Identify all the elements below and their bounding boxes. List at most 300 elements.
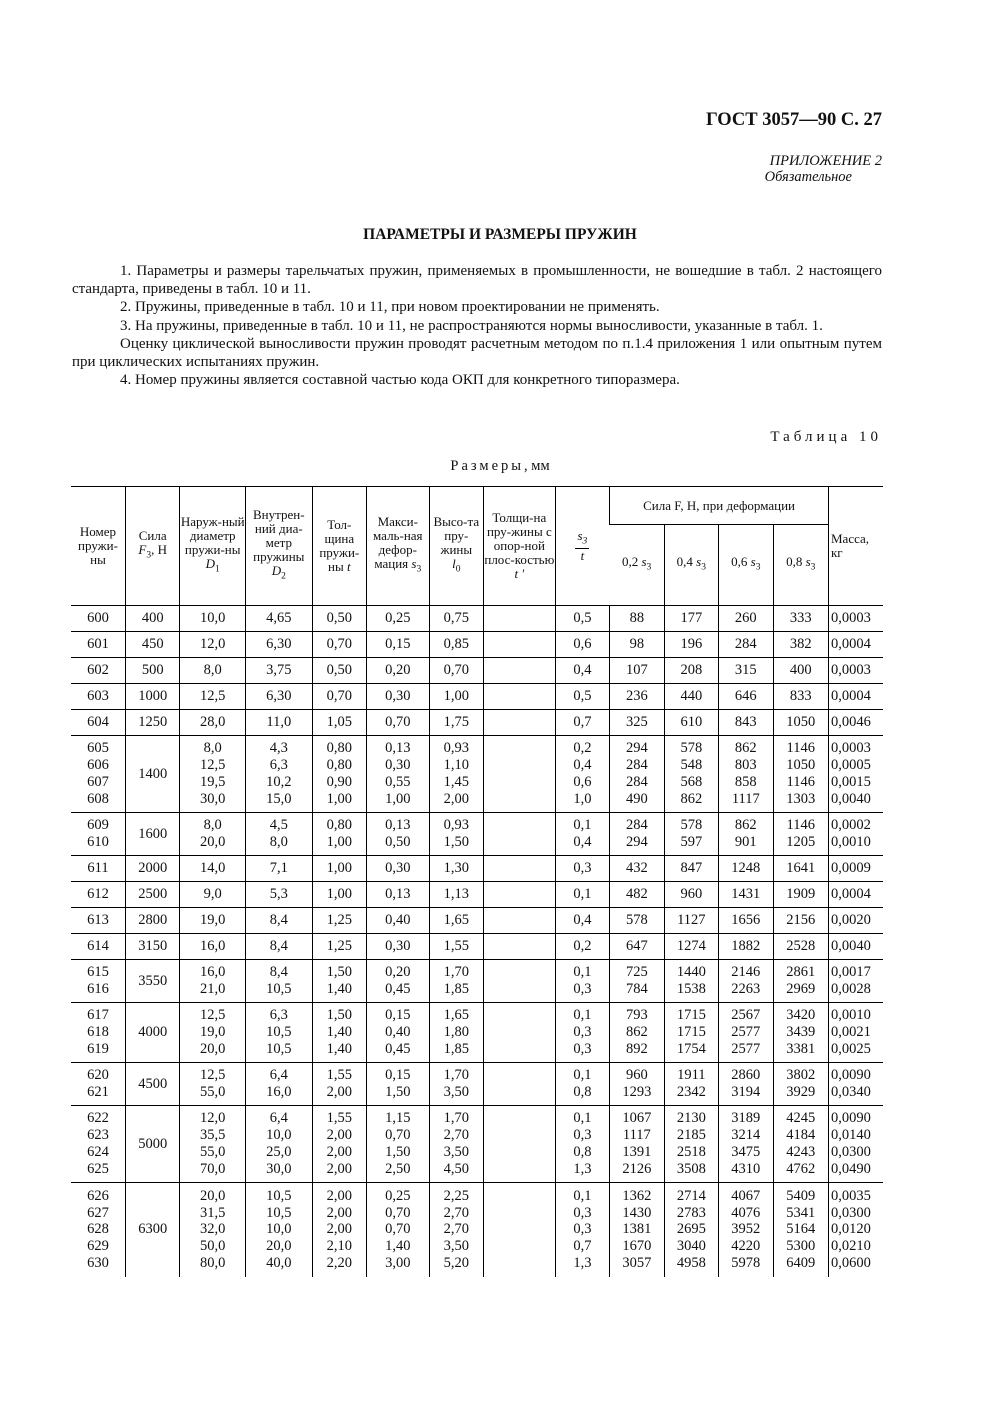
cell-value: 1,13 bbox=[443, 886, 469, 903]
document-header: ГОСТ 3057—90 С. 27 bbox=[706, 110, 882, 130]
cell-f02 bbox=[610, 1063, 664, 1106]
table-row-group bbox=[71, 908, 883, 934]
cell-mass bbox=[828, 632, 883, 658]
cell-force bbox=[125, 606, 179, 632]
cell-value: 1,00 bbox=[326, 834, 352, 850]
cell-value: 603 bbox=[87, 688, 109, 705]
cell-value: 0,55 bbox=[385, 774, 411, 790]
cell-value: 1911 bbox=[677, 1067, 706, 1084]
cell-value bbox=[484, 1161, 555, 1178]
cell-thickness bbox=[312, 1063, 366, 1106]
cell-value: 482 bbox=[625, 886, 648, 903]
cell-value: 1538 bbox=[676, 981, 706, 997]
cell-value: 2,70 bbox=[443, 1127, 469, 1144]
cell-value: 0,3 bbox=[573, 1221, 592, 1238]
cell-value: 16,0 bbox=[200, 964, 226, 981]
cell-value: 10,5 bbox=[266, 1187, 292, 1204]
cell-value: 0,6 bbox=[573, 774, 592, 790]
cell-value: 2577 bbox=[731, 1040, 761, 1057]
cell-value: 10,2 bbox=[266, 774, 292, 790]
cell-f06 bbox=[719, 1003, 773, 1063]
cell-force bbox=[125, 882, 179, 908]
table-row-group bbox=[71, 1106, 883, 1183]
cell-value: 1274 bbox=[676, 938, 706, 955]
cell-ratio bbox=[555, 606, 609, 632]
header-force-group: Сила F, Н, при деформации bbox=[610, 487, 829, 525]
cell-value: 0,8 bbox=[573, 1084, 592, 1100]
cell-ratio bbox=[555, 960, 609, 1003]
cell-outer-diameter bbox=[180, 632, 246, 658]
cell-inner-diameter bbox=[246, 882, 313, 908]
cell-value: 1205 bbox=[786, 834, 816, 850]
cell-number bbox=[71, 908, 125, 934]
header-text: Макси-маль-ная дефор-мация bbox=[373, 514, 423, 572]
cell-thickness bbox=[312, 813, 366, 856]
cell-ratio bbox=[555, 710, 609, 736]
cell-f06 bbox=[719, 1183, 773, 1277]
cell-outer-diameter bbox=[180, 1003, 246, 1063]
cell-value: 0,0490 bbox=[830, 1160, 871, 1177]
cell-value: 28,0 bbox=[200, 714, 226, 731]
header-force bbox=[125, 487, 179, 606]
cell-inner-diameter bbox=[246, 934, 313, 960]
cell-value: 2,10 bbox=[326, 1238, 352, 1255]
cell-thickness bbox=[312, 632, 366, 658]
cell-value: 333 bbox=[789, 610, 812, 627]
cell-value: 622 bbox=[87, 1110, 109, 1127]
cell-number bbox=[71, 856, 125, 882]
cell-f06 bbox=[719, 606, 773, 632]
header-symbol: F bbox=[138, 542, 147, 558]
header-text: Высо-та пру-жины bbox=[433, 514, 480, 558]
cell-value: 3040 bbox=[676, 1238, 706, 1255]
cell-value: 0,0300 bbox=[830, 1204, 871, 1221]
cell-value bbox=[484, 1110, 555, 1127]
cell-value: 0,0090 bbox=[830, 1110, 871, 1127]
cell-value: 604 bbox=[87, 714, 109, 731]
header-text: Толщи-на пру-жины с опор-ной плос-костью bbox=[484, 510, 555, 567]
cell-mass bbox=[828, 934, 883, 960]
cell-f02 bbox=[610, 710, 664, 736]
table-row-group bbox=[71, 736, 883, 813]
cell-value: 0,50 bbox=[385, 834, 411, 850]
cell-value: 1,00 bbox=[326, 886, 352, 903]
cell-inner-diameter bbox=[246, 813, 313, 856]
cell-value: 1,45 bbox=[443, 774, 469, 790]
cell-f06 bbox=[719, 1106, 773, 1183]
cell-mass bbox=[828, 736, 883, 813]
cell-value: 1,75 bbox=[443, 714, 469, 731]
appendix-label bbox=[765, 153, 882, 185]
table-row-group bbox=[71, 882, 883, 908]
cell-value: 1,55 bbox=[443, 938, 469, 955]
cell-force bbox=[125, 632, 179, 658]
cell-value: 31,5 bbox=[200, 1204, 226, 1221]
cell-value: 1656 bbox=[731, 912, 761, 929]
cell-value: 843 bbox=[734, 714, 757, 731]
cell-value: 2185 bbox=[676, 1127, 706, 1144]
cell-value: 2342 bbox=[676, 1084, 706, 1100]
header-subscript: 3 bbox=[755, 562, 761, 573]
cell-height bbox=[429, 736, 483, 813]
cell-f06 bbox=[719, 934, 773, 960]
cell-f02 bbox=[610, 632, 664, 658]
cell-value bbox=[484, 1007, 555, 1024]
cell-value: 1146 bbox=[786, 740, 815, 757]
cell-value: 0,3 bbox=[573, 1204, 592, 1221]
cell-force bbox=[125, 960, 179, 1003]
cell-value: 0,0004 bbox=[830, 636, 871, 653]
cell-thickness bbox=[312, 934, 366, 960]
cell-value: 2860 bbox=[731, 1067, 761, 1084]
cell-value: 608 bbox=[87, 790, 109, 807]
cell-value: 5000 bbox=[138, 1135, 168, 1152]
cell-mass bbox=[828, 1003, 883, 1063]
cell-value: 626 bbox=[87, 1187, 109, 1204]
cell-value: 3214 bbox=[731, 1127, 761, 1144]
cell-value: 2,00 bbox=[326, 1084, 352, 1100]
cell-thickness bbox=[312, 1106, 366, 1183]
cell-value: 12,5 bbox=[200, 1067, 226, 1084]
spring-table bbox=[71, 486, 883, 1277]
cell-value: 0,0003 bbox=[830, 610, 871, 627]
cell-number bbox=[71, 960, 125, 1003]
cell-thickness bbox=[312, 606, 366, 632]
cell-value: 0,15 bbox=[385, 1067, 411, 1084]
cell-value: 0,3 bbox=[573, 981, 592, 997]
cell-value: 2969 bbox=[786, 981, 816, 997]
cell-value: 0,2 bbox=[573, 938, 592, 955]
cell-value: 1,85 bbox=[443, 981, 469, 997]
cell-value: 1430 bbox=[622, 1204, 652, 1221]
cell-value: 960 bbox=[625, 1067, 648, 1084]
cell-f08 bbox=[773, 960, 828, 1003]
cell-value: 0,93 bbox=[443, 740, 469, 757]
cell-value bbox=[484, 740, 555, 757]
appendix-title: ПРИЛОЖЕНИЕ 2 bbox=[769, 153, 882, 169]
cell-outer-diameter bbox=[180, 684, 246, 710]
cell-value: 615 bbox=[87, 964, 109, 981]
cell-inner-diameter bbox=[246, 1063, 313, 1106]
cell-number bbox=[71, 1003, 125, 1063]
cell-f02 bbox=[610, 882, 664, 908]
cell-value: 6,4 bbox=[269, 1067, 288, 1084]
cell-ratio bbox=[555, 632, 609, 658]
cell-value: 611 bbox=[87, 860, 109, 877]
cell-number bbox=[71, 658, 125, 684]
cell-value: 3189 bbox=[731, 1110, 761, 1127]
cell-value: 5164 bbox=[786, 1221, 816, 1238]
cell-value: 50,0 bbox=[200, 1238, 226, 1255]
cell-value: 2518 bbox=[676, 1144, 706, 1160]
header-text: Наруж-ный диаметр пружи-ны bbox=[180, 514, 245, 558]
cell-value: 196 bbox=[680, 636, 703, 653]
cell-value: 16,0 bbox=[266, 1084, 292, 1100]
cell-value: 625 bbox=[87, 1160, 109, 1177]
cell-value bbox=[484, 714, 555, 731]
paragraph: 3. На пружины, приведенные в табл. 10 и 11, не распространяются нормы выносливости, указанные в табл. 1. bbox=[120, 317, 823, 334]
cell-value: 0,45 bbox=[385, 981, 411, 997]
cell-f06 bbox=[719, 658, 773, 684]
cell-value: 3194 bbox=[731, 1084, 761, 1100]
cell-value: 10,0 bbox=[200, 610, 226, 627]
cell-value: 432 bbox=[625, 860, 648, 877]
cell-thickness-flat bbox=[484, 736, 556, 813]
cell-value: 2800 bbox=[138, 912, 168, 929]
cell-thickness bbox=[312, 1183, 366, 1277]
cell-f02 bbox=[610, 684, 664, 710]
cell-force bbox=[125, 1106, 179, 1183]
table-row-group bbox=[71, 684, 883, 710]
cell-value: 1641 bbox=[786, 860, 816, 877]
cell-value: 627 bbox=[87, 1204, 109, 1221]
cell-value: 2000 bbox=[138, 860, 168, 877]
cell-value: 0,0028 bbox=[830, 981, 871, 997]
cell-thickness-flat bbox=[484, 856, 556, 882]
cell-f06 bbox=[719, 908, 773, 934]
cell-value bbox=[484, 886, 555, 903]
cell-value: 236 bbox=[625, 688, 648, 705]
cell-value: 1117 bbox=[731, 790, 760, 807]
cell-value: 0,30 bbox=[385, 860, 411, 877]
cell-force bbox=[125, 1003, 179, 1063]
cell-value: 3929 bbox=[786, 1084, 816, 1100]
cell-value: 12,5 bbox=[200, 757, 226, 774]
cell-value: 0,3 bbox=[573, 860, 592, 877]
cell-value: 1117 bbox=[622, 1127, 651, 1144]
cell-value: 0,25 bbox=[385, 1187, 411, 1204]
cell-value: 606 bbox=[87, 757, 109, 774]
cell-value: 1,50 bbox=[326, 964, 352, 981]
cell-value: 32,0 bbox=[200, 1221, 226, 1238]
ratio-numerator bbox=[575, 529, 589, 550]
cell-value: 1715 bbox=[676, 1007, 706, 1024]
cell-value: 0,0140 bbox=[830, 1127, 871, 1144]
cell-height bbox=[429, 710, 483, 736]
cell-max-deformation bbox=[367, 736, 430, 813]
cell-ratio bbox=[555, 684, 609, 710]
header-subscript: 3 bbox=[646, 562, 652, 573]
cell-value: 2130 bbox=[676, 1110, 706, 1127]
cell-number bbox=[71, 1063, 125, 1106]
cell-value: 1600 bbox=[138, 825, 168, 842]
cell-value: 3475 bbox=[731, 1144, 761, 1160]
header-unit: , Н bbox=[151, 542, 167, 558]
cell-value: 960 bbox=[680, 886, 703, 903]
header-symbol: t ′ bbox=[514, 566, 525, 581]
cell-value bbox=[484, 791, 555, 808]
cell-thickness bbox=[312, 684, 366, 710]
cell-f04 bbox=[664, 658, 718, 684]
cell-thickness-flat bbox=[484, 1183, 556, 1277]
header-thickness-flat bbox=[484, 487, 556, 606]
cell-value: 630 bbox=[87, 1254, 109, 1271]
cell-f04 bbox=[664, 934, 718, 960]
cell-value: 20,0 bbox=[266, 1238, 292, 1255]
cell-value: 2,00 bbox=[326, 1221, 352, 1238]
cell-value: 3439 bbox=[786, 1024, 816, 1041]
paragraph: Оценку циклической выносливости пружин проводят расчетным методом по п.1.4 приложения 1 или опытным путем при циклических испытаниях пружин. bbox=[72, 335, 882, 371]
cell-value: 4,65 bbox=[266, 610, 292, 627]
cell-value: 14,0 bbox=[200, 860, 226, 877]
cell-value: 2577 bbox=[731, 1024, 761, 1041]
cell-value: 19,5 bbox=[200, 774, 226, 790]
cell-force bbox=[125, 934, 179, 960]
cell-value: 25,0 bbox=[266, 1144, 292, 1160]
cell-value: 1,55 bbox=[326, 1110, 352, 1127]
cell-max-deformation bbox=[367, 882, 430, 908]
cell-value: 1362 bbox=[622, 1187, 652, 1204]
header-subscript: 3 bbox=[416, 564, 422, 575]
cell-value: 578 bbox=[680, 740, 703, 757]
cell-value: 629 bbox=[87, 1238, 109, 1255]
cell-mass bbox=[828, 1183, 883, 1277]
cell-value: 2714 bbox=[676, 1187, 706, 1204]
cell-value: 602 bbox=[87, 662, 109, 679]
cell-value: 0,1 bbox=[573, 886, 592, 903]
cell-value: 0,4 bbox=[573, 757, 592, 774]
cell-value bbox=[484, 1144, 555, 1161]
cell-max-deformation bbox=[367, 606, 430, 632]
cell-value: 325 bbox=[625, 714, 648, 731]
cell-height bbox=[429, 882, 483, 908]
cell-value: 6,30 bbox=[266, 688, 292, 705]
cell-force bbox=[125, 908, 179, 934]
cell-force bbox=[125, 856, 179, 882]
cell-value bbox=[484, 662, 555, 679]
cell-height bbox=[429, 1106, 483, 1183]
cell-f08 bbox=[773, 684, 828, 710]
cell-inner-diameter bbox=[246, 658, 313, 684]
header-symbol: D bbox=[271, 563, 282, 579]
cell-value: 616 bbox=[87, 981, 109, 997]
cell-value: 0,25 bbox=[385, 610, 411, 627]
cell-number bbox=[71, 1183, 125, 1277]
cell-value: 1,00 bbox=[385, 790, 411, 807]
cell-value: 1,00 bbox=[443, 688, 469, 705]
cell-value: 2263 bbox=[731, 981, 761, 997]
cell-value: 88 bbox=[629, 610, 645, 627]
cell-f02 bbox=[610, 813, 664, 856]
cell-ratio bbox=[555, 856, 609, 882]
cell-thickness-flat bbox=[484, 960, 556, 1003]
cell-thickness-flat bbox=[484, 684, 556, 710]
cell-outer-diameter bbox=[180, 960, 246, 1003]
header-text: 0,4 bbox=[676, 554, 693, 570]
cell-value: 3,50 bbox=[443, 1144, 469, 1160]
cell-height bbox=[429, 632, 483, 658]
cell-f04 bbox=[664, 813, 718, 856]
cell-value: 6,4 bbox=[269, 1110, 288, 1127]
cell-value: 1,70 bbox=[443, 1110, 469, 1127]
cell-value: 1,70 bbox=[443, 964, 469, 981]
header-symbol: l bbox=[452, 556, 456, 572]
cell-f06 bbox=[719, 736, 773, 813]
cell-value: 400 bbox=[789, 662, 812, 679]
cell-max-deformation bbox=[367, 856, 430, 882]
cell-mass bbox=[828, 1106, 883, 1183]
cell-value: 1303 bbox=[786, 790, 816, 807]
cell-f04 bbox=[664, 1003, 718, 1063]
cell-value: 2,25 bbox=[443, 1187, 469, 1204]
header-f08 bbox=[773, 525, 828, 606]
cell-value: 284 bbox=[625, 757, 648, 774]
cell-value: 784 bbox=[625, 981, 648, 997]
header-subscript: 3 bbox=[146, 550, 152, 561]
header-symbol: t bbox=[346, 559, 351, 574]
cell-value: 10,5 bbox=[266, 1040, 292, 1057]
cell-value: 4500 bbox=[138, 1075, 168, 1092]
cell-value bbox=[484, 688, 555, 705]
cell-value bbox=[484, 981, 555, 998]
cell-value bbox=[484, 636, 555, 653]
cell-value: 3,50 bbox=[443, 1238, 469, 1255]
cell-value: 0,0300 bbox=[830, 1144, 871, 1160]
cell-outer-diameter bbox=[180, 1106, 246, 1183]
cell-value: 605 bbox=[87, 740, 109, 757]
cell-value: 4,50 bbox=[443, 1160, 469, 1177]
cell-value: 1440 bbox=[676, 964, 706, 981]
cell-value: 0,0015 bbox=[830, 774, 871, 790]
cell-value: 6,30 bbox=[266, 636, 292, 653]
cell-f08 bbox=[773, 813, 828, 856]
cell-mass bbox=[828, 684, 883, 710]
cell-value: 1,65 bbox=[443, 912, 469, 929]
cell-value: 0,40 bbox=[385, 1024, 411, 1041]
appendix-subtitle: Обязательное bbox=[764, 169, 852, 185]
cell-value: 0,0004 bbox=[830, 688, 871, 705]
cell-value: 2,70 bbox=[443, 1221, 469, 1238]
cell-value: 1,65 bbox=[443, 1007, 469, 1024]
cell-value: 1,55 bbox=[326, 1067, 352, 1084]
cell-value: 0,50 bbox=[326, 610, 352, 627]
cell-value: 1882 bbox=[731, 938, 761, 955]
cell-thickness-flat bbox=[484, 632, 556, 658]
cell-value: 0,5 bbox=[573, 610, 592, 627]
cell-outer-diameter bbox=[180, 606, 246, 632]
cell-ratio bbox=[555, 658, 609, 684]
cell-ratio bbox=[555, 813, 609, 856]
table-row-group bbox=[71, 960, 883, 1003]
cell-value: 8,4 bbox=[269, 938, 288, 955]
header-symbol: s bbox=[750, 554, 756, 570]
header-subscript: 3 bbox=[582, 536, 588, 547]
cell-thickness-flat bbox=[484, 1106, 556, 1183]
cell-f08 bbox=[773, 1063, 828, 1106]
cell-value: 1381 bbox=[622, 1221, 652, 1238]
cell-value: 847 bbox=[680, 860, 703, 877]
cell-value: 0,0120 bbox=[830, 1221, 871, 1238]
cell-f04 bbox=[664, 908, 718, 934]
table-row-group bbox=[71, 606, 883, 632]
cell-f08 bbox=[773, 908, 828, 934]
cell-force bbox=[125, 1183, 179, 1277]
cell-f06 bbox=[719, 813, 773, 856]
cell-value: 0,0005 bbox=[830, 757, 871, 774]
cell-number bbox=[71, 736, 125, 813]
cell-f02 bbox=[610, 606, 664, 632]
ratio-fraction bbox=[575, 529, 589, 564]
cell-ratio bbox=[555, 1063, 609, 1106]
cell-value: 578 bbox=[680, 817, 703, 834]
cell-value: 6,3 bbox=[269, 757, 288, 774]
cell-value: 5409 bbox=[786, 1187, 816, 1204]
cell-f04 bbox=[664, 856, 718, 882]
cell-value: 208 bbox=[680, 662, 703, 679]
cell-thickness-flat bbox=[484, 1003, 556, 1063]
cell-value: 618 bbox=[87, 1024, 109, 1041]
cell-value: 2,00 bbox=[326, 1187, 352, 1204]
